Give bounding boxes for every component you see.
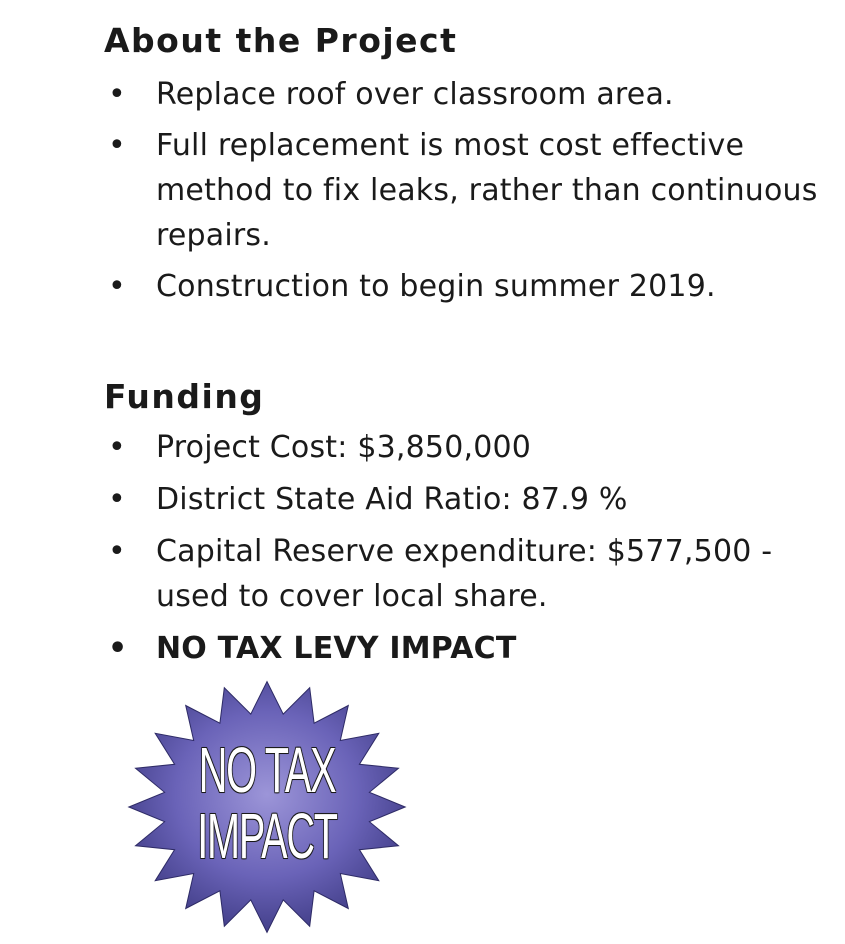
list-item bbox=[104, 477, 824, 522]
bullet-icon: • bbox=[108, 77, 126, 112]
list-item-text: District State Aid Ratio: 87.9 % bbox=[156, 482, 628, 517]
about-list bbox=[104, 72, 824, 309]
list-item bbox=[104, 72, 824, 117]
seal-text-line1: NO TAX bbox=[198, 734, 336, 806]
funding-heading: Funding bbox=[104, 377, 265, 416]
about-heading: About the Project bbox=[104, 21, 458, 60]
list-item-text: Capital Reserve expenditure: $577,500 - used to cover local share. bbox=[156, 534, 773, 614]
list-item bbox=[104, 123, 824, 258]
funding-list bbox=[104, 425, 824, 671]
list-item-text: Replace roof over classroom area. bbox=[156, 77, 674, 112]
no-tax-impact-seal bbox=[122, 676, 412, 938]
seal-text-line2: IMPACT bbox=[197, 800, 337, 872]
list-item-text: Full replacement is most cost effective method to fix leaks, rather than continuous repairs. bbox=[156, 128, 818, 253]
list-item bbox=[104, 626, 824, 671]
list-item bbox=[104, 425, 824, 470]
bullet-icon: • bbox=[108, 269, 126, 304]
list-item bbox=[104, 264, 824, 309]
bullet-icon: • bbox=[108, 534, 126, 569]
list-item-text: Project Cost: $3,850,000 bbox=[156, 430, 532, 465]
list-item-text: NO TAX LEVY IMPACT bbox=[156, 631, 517, 666]
bullet-icon: • bbox=[108, 128, 126, 163]
bullet-icon: • bbox=[108, 482, 126, 517]
list-item bbox=[104, 529, 824, 619]
bullet-icon: • bbox=[108, 430, 126, 465]
bullet-icon: • bbox=[108, 631, 128, 666]
list-item-text: Construction to begin summer 2019. bbox=[156, 269, 716, 304]
